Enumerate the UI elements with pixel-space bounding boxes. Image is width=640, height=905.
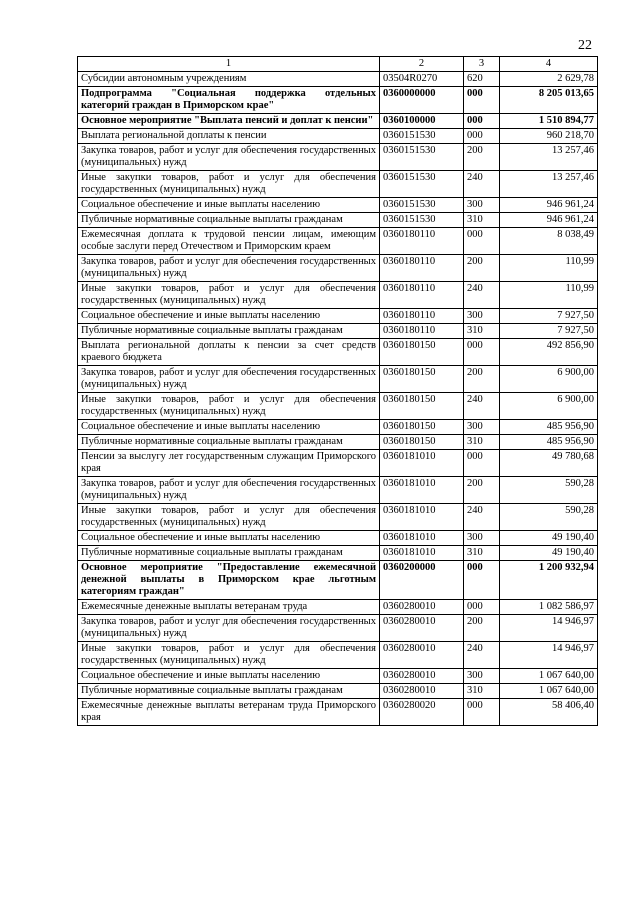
row-amount-cell: 49 780,68 [500, 450, 598, 477]
row-amount-cell: 485 956,90 [500, 420, 598, 435]
row-amount-cell: 49 190,40 [500, 546, 598, 561]
table-row [78, 684, 598, 699]
row-name-cell: Иные закупки товаров, работ и услуг для обеспечения государственных (муниципальных) нужд [78, 171, 380, 198]
table-row [78, 198, 598, 213]
row-name-cell: Иные закупки товаров, работ и услуг для обеспечения государственных (муниципальных) нужд [78, 282, 380, 309]
table-row [78, 282, 598, 309]
row-amount-cell: 590,28 [500, 477, 598, 504]
row-code-cell: 0360180110 [380, 324, 464, 339]
row-amount-cell: 7 927,50 [500, 324, 598, 339]
row-vr-cell: 310 [464, 684, 500, 699]
row-vr-cell: 310 [464, 546, 500, 561]
row-name-cell: Закупка товаров, работ и услуг для обеспечения государственных (муниципальных) нужд [78, 144, 380, 171]
row-code-cell: 0360200000 [380, 561, 464, 600]
budget-table-body [78, 57, 598, 726]
header-cell-3: 3 [464, 57, 500, 72]
row-vr-cell: 000 [464, 228, 500, 255]
row-vr-cell: 310 [464, 435, 500, 450]
table-row [78, 324, 598, 339]
row-name-cell: Закупка товаров, работ и услуг для обеспечения государственных (муниципальных) нужд [78, 255, 380, 282]
table-header-row [78, 57, 598, 72]
row-name-cell: Основное мероприятие "Выплата пенсий и доплат к пенсии" [78, 114, 380, 129]
header-cell-2: 2 [380, 57, 464, 72]
row-vr-cell: 000 [464, 114, 500, 129]
row-amount-cell: 590,28 [500, 504, 598, 531]
row-name-cell: Социальное обеспечение и иные выплаты населению [78, 198, 380, 213]
row-name-cell: Ежемесячные денежные выплаты ветеранам труда Приморского края [78, 699, 380, 726]
row-code-cell: 0360280010 [380, 615, 464, 642]
row-vr-cell: 240 [464, 642, 500, 669]
row-vr-cell: 300 [464, 309, 500, 324]
row-amount-cell: 1 082 586,97 [500, 600, 598, 615]
row-vr-cell: 300 [464, 669, 500, 684]
row-code-cell: 0360180110 [380, 255, 464, 282]
row-amount-cell: 7 927,50 [500, 309, 598, 324]
page-number: 22 [578, 38, 592, 53]
table-row [78, 255, 598, 282]
row-name-cell: Закупка товаров, работ и услуг для обеспечения государственных (муниципальных) нужд [78, 477, 380, 504]
row-code-cell: 0360151530 [380, 144, 464, 171]
table-row [78, 144, 598, 171]
row-code-cell: 0360280010 [380, 684, 464, 699]
table-row [78, 228, 598, 255]
row-amount-cell: 110,99 [500, 282, 598, 309]
row-amount-cell: 6 900,00 [500, 366, 598, 393]
table-row [78, 531, 598, 546]
row-name-cell: Социальное обеспечение и иные выплаты населению [78, 531, 380, 546]
table-row [78, 393, 598, 420]
row-name-cell: Субсидии автономным учреждениям [78, 72, 380, 87]
row-code-cell: 0360280010 [380, 642, 464, 669]
row-amount-cell: 485 956,90 [500, 435, 598, 450]
row-code-cell: 0360180150 [380, 393, 464, 420]
row-amount-cell: 13 257,46 [500, 144, 598, 171]
row-code-cell: 0360180150 [380, 420, 464, 435]
row-amount-cell: 960 218,70 [500, 129, 598, 144]
row-code-cell: 0360151530 [380, 198, 464, 213]
row-code-cell: 0360000000 [380, 87, 464, 114]
row-vr-cell: 240 [464, 171, 500, 198]
table-row [78, 420, 598, 435]
row-name-cell: Выплата региональной доплаты к пенсии [78, 129, 380, 144]
row-vr-cell: 200 [464, 477, 500, 504]
row-code-cell: 0360180110 [380, 309, 464, 324]
row-code-cell: 0360181010 [380, 477, 464, 504]
table-row [78, 450, 598, 477]
row-name-cell: Публичные нормативные социальные выплаты гражданам [78, 324, 380, 339]
table-row [78, 309, 598, 324]
row-code-cell: 0360180110 [380, 282, 464, 309]
row-name-cell: Публичные нормативные социальные выплаты гражданам [78, 684, 380, 699]
row-code-cell: 0360280010 [380, 669, 464, 684]
row-code-cell: 0360100000 [380, 114, 464, 129]
row-name-cell: Публичные нормативные социальные выплаты гражданам [78, 213, 380, 228]
budget-table [77, 56, 598, 726]
row-name-cell: Закупка товаров, работ и услуг для обеспечения государственных (муниципальных) нужд [78, 366, 380, 393]
row-name-cell: Социальное обеспечение и иные выплаты населению [78, 669, 380, 684]
row-amount-cell: 946 961,24 [500, 198, 598, 213]
row-vr-cell: 300 [464, 198, 500, 213]
row-code-cell: 0360280010 [380, 600, 464, 615]
table-row [78, 339, 598, 366]
row-vr-cell: 000 [464, 339, 500, 366]
row-code-cell: 0360280020 [380, 699, 464, 726]
row-vr-cell: 200 [464, 144, 500, 171]
table-row [78, 699, 598, 726]
header-cell-4: 4 [500, 57, 598, 72]
row-name-cell: Ежемесячная доплата к трудовой пенсии лицам, имеющим особые заслуги перед Отечеством и Приморским краем [78, 228, 380, 255]
row-amount-cell: 492 856,90 [500, 339, 598, 366]
row-name-cell: Публичные нормативные социальные выплаты гражданам [78, 546, 380, 561]
table-row [78, 72, 598, 87]
table-row [78, 366, 598, 393]
row-code-cell: 0360181010 [380, 546, 464, 561]
row-vr-cell: 300 [464, 420, 500, 435]
row-code-cell: 0360181010 [380, 504, 464, 531]
row-vr-cell: 310 [464, 324, 500, 339]
row-code-cell: 0360180150 [380, 435, 464, 450]
row-name-cell: Пенсии за выслугу лет государственным служащим Приморского края [78, 450, 380, 477]
table-row [78, 114, 598, 129]
row-vr-cell: 200 [464, 366, 500, 393]
table-row [78, 546, 598, 561]
table-row [78, 642, 598, 669]
row-vr-cell: 000 [464, 450, 500, 477]
header-cell-1: 1 [78, 57, 380, 72]
row-amount-cell: 110,99 [500, 255, 598, 282]
row-vr-cell: 310 [464, 213, 500, 228]
row-amount-cell: 8 038,49 [500, 228, 598, 255]
row-amount-cell: 49 190,40 [500, 531, 598, 546]
row-vr-cell: 000 [464, 129, 500, 144]
row-name-cell: Социальное обеспечение и иные выплаты населению [78, 420, 380, 435]
row-vr-cell: 000 [464, 699, 500, 726]
table-row [78, 477, 598, 504]
table-row [78, 504, 598, 531]
row-vr-cell: 200 [464, 615, 500, 642]
row-code-cell: 0360180110 [380, 228, 464, 255]
row-vr-cell: 240 [464, 282, 500, 309]
table-row [78, 87, 598, 114]
row-code-cell: 03504R0270 [380, 72, 464, 87]
row-code-cell: 0360181010 [380, 450, 464, 477]
row-code-cell: 0360180150 [380, 366, 464, 393]
row-vr-cell: 000 [464, 561, 500, 600]
table-row [78, 615, 598, 642]
table-row [78, 129, 598, 144]
row-name-cell: Выплата региональной доплаты к пенсии за счет средств краевого бюджета [78, 339, 380, 366]
row-amount-cell: 14 946,97 [500, 615, 598, 642]
row-amount-cell: 13 257,46 [500, 171, 598, 198]
row-vr-cell: 000 [464, 87, 500, 114]
table-row [78, 435, 598, 450]
row-vr-cell: 240 [464, 393, 500, 420]
row-amount-cell: 6 900,00 [500, 393, 598, 420]
table-row [78, 669, 598, 684]
row-amount-cell: 1 067 640,00 [500, 684, 598, 699]
row-name-cell: Ежемесячные денежные выплаты ветеранам труда [78, 600, 380, 615]
table-row [78, 213, 598, 228]
row-name-cell: Публичные нормативные социальные выплаты гражданам [78, 435, 380, 450]
row-amount-cell: 2 629,78 [500, 72, 598, 87]
row-code-cell: 0360151530 [380, 171, 464, 198]
row-amount-cell: 1 510 894,77 [500, 114, 598, 129]
row-name-cell: Иные закупки товаров, работ и услуг для обеспечения государственных (муниципальных) нужд [78, 642, 380, 669]
table-row [78, 561, 598, 600]
row-vr-cell: 240 [464, 504, 500, 531]
row-amount-cell: 8 205 013,65 [500, 87, 598, 114]
row-amount-cell: 1 200 932,94 [500, 561, 598, 600]
row-amount-cell: 946 961,24 [500, 213, 598, 228]
row-name-cell: Подпрограмма "Социальная поддержка отдельных категорий граждан в Приморском крае" [78, 87, 380, 114]
row-code-cell: 0360151530 [380, 213, 464, 228]
row-name-cell: Основное мероприятие "Предоставление ежемесячной денежной выплаты в Приморском крае льготным категориям граждан" [78, 561, 380, 600]
table-row [78, 171, 598, 198]
table-row [78, 600, 598, 615]
row-name-cell: Иные закупки товаров, работ и услуг для обеспечения государственных (муниципальных) нужд [78, 393, 380, 420]
row-name-cell: Иные закупки товаров, работ и услуг для обеспечения государственных (муниципальных) нужд [78, 504, 380, 531]
row-vr-cell: 000 [464, 600, 500, 615]
row-amount-cell: 14 946,97 [500, 642, 598, 669]
row-vr-cell: 200 [464, 255, 500, 282]
row-amount-cell: 58 406,40 [500, 699, 598, 726]
row-vr-cell: 620 [464, 72, 500, 87]
row-vr-cell: 300 [464, 531, 500, 546]
row-amount-cell: 1 067 640,00 [500, 669, 598, 684]
row-name-cell: Закупка товаров, работ и услуг для обеспечения государственных (муниципальных) нужд [78, 615, 380, 642]
row-name-cell: Социальное обеспечение и иные выплаты населению [78, 309, 380, 324]
row-code-cell: 0360181010 [380, 531, 464, 546]
row-code-cell: 0360180150 [380, 339, 464, 366]
row-code-cell: 0360151530 [380, 129, 464, 144]
